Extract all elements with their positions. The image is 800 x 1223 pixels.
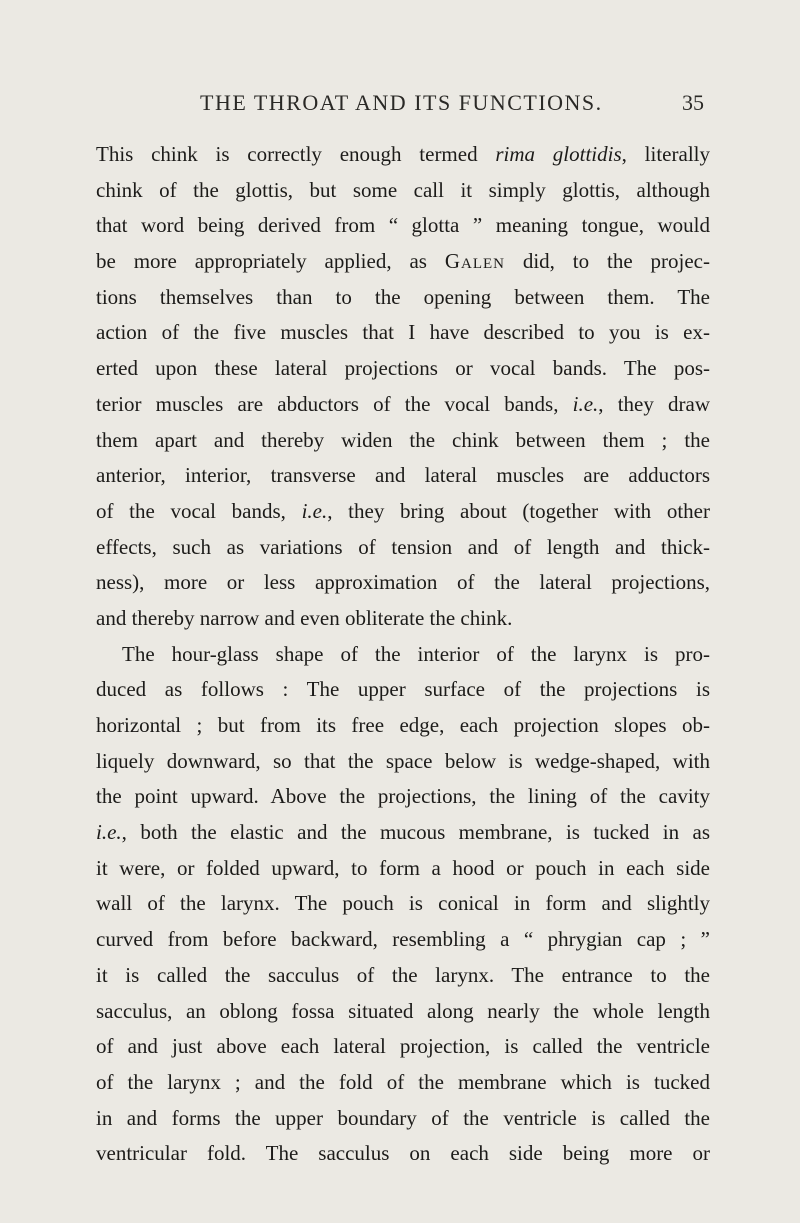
text-line: sacculus, an oblong fossa situated along nearly the whole length bbox=[96, 998, 710, 1023]
text-line: and thereby narrow and even obliterate the chink. bbox=[96, 605, 513, 630]
text-line: of the vocal bands, i.e., they bring about (together with other bbox=[96, 498, 710, 523]
text-line: of and just above each lateral projection, is called the ventricle bbox=[96, 1034, 710, 1059]
text-line: liquely downward, so that the space below is wedge-shaped, with bbox=[96, 748, 710, 773]
text-line: The hour-glass shape of the interior of the larynx is pro- bbox=[122, 641, 710, 666]
text-line: wall of the larynx. The pouch is conical in form and slightly bbox=[96, 891, 710, 916]
text-line: chink of the glottis, but some call it simply glottis, although bbox=[96, 177, 710, 202]
text-line: in and forms the upper boundary of the ventricle is called the bbox=[96, 1105, 710, 1130]
text-line: horizontal ; but from its free edge, each projection slopes ob- bbox=[96, 713, 710, 737]
text-line: them apart and thereby widen the chink between them ; the bbox=[96, 427, 710, 452]
text-line: terior muscles are abductors of the vocal bands, i.e., they draw bbox=[96, 391, 711, 416]
text-line: be more appropriately applied, as Galen did, to the projec- bbox=[96, 249, 710, 274]
text-line: it were, or folded upward, to form a hood or pouch in each side bbox=[96, 855, 710, 880]
text-line: tions themselves than to the opening between them. The bbox=[96, 284, 710, 309]
text-line: This chink is correctly enough termed rima glottidis, literally bbox=[96, 142, 710, 166]
text-line: curved from before backward, resembling a “ phrygian cap ; ” bbox=[96, 927, 710, 952]
text-line: ness), more or less approximation of the lateral projections, bbox=[96, 570, 710, 595]
running-head bbox=[0, 90, 800, 122]
text-line: of the larynx ; and the fold of the membrane which is tucked bbox=[96, 1069, 710, 1094]
text-line: it is called the sacculus of the larynx. The entrance to the bbox=[96, 962, 710, 987]
text-line: anterior, interior, transverse and lateral muscles are adductors bbox=[96, 463, 710, 488]
text-line: ventricular fold. The sacculus on each side being more or bbox=[96, 1141, 710, 1166]
text-line: erted upon these lateral projections or vocal bands. The pos- bbox=[96, 356, 710, 381]
text-line: action of the five muscles that I have described to you is ex- bbox=[96, 320, 710, 345]
body-text bbox=[96, 137, 710, 1172]
text-line: i.e., both the elastic and the mucous membrane, is tucked in as bbox=[96, 820, 710, 845]
text-line: duced as follows : The upper surface of the projections is bbox=[96, 677, 710, 702]
page-number: 35 bbox=[682, 90, 704, 115]
running-title: THE THROAT AND ITS FUNCTIONS. bbox=[200, 90, 603, 115]
text-line: that word being derived from “ glotta ” meaning tongue, would bbox=[96, 213, 710, 238]
text-line: effects, such as variations of tension and of length and thick- bbox=[96, 534, 710, 559]
text-line: the point upward. Above the projections, the lining of the cavity bbox=[96, 784, 710, 809]
